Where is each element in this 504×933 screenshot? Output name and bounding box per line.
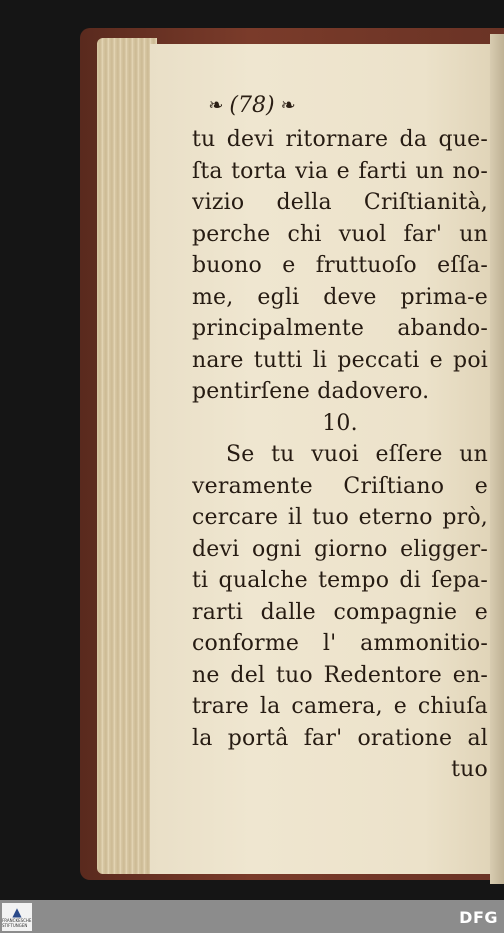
text-line: cercare il tuo eterno prò, [192, 505, 488, 530]
text-line: veramente Criſtiano e [192, 473, 488, 499]
dfg-logo[interactable]: DFG [459, 907, 498, 927]
text-line: nare tutti li peccati e poi [192, 347, 488, 373]
page-edges [97, 38, 157, 874]
text-line: rarti dalle compagnie e [192, 599, 488, 625]
text-line: Se tu vuoi eſſere un [226, 442, 488, 467]
section-number: 10. [322, 410, 358, 436]
page-header [0, 90, 504, 120]
viewer-footer [0, 900, 504, 933]
text-line: ne del tuo Redentore en- [192, 662, 488, 688]
catchword: tuo [451, 757, 488, 782]
text-line: tu devi ritornare da que- [192, 127, 488, 152]
text-line: pentirſene dadovero. [192, 379, 430, 404]
institution-logo[interactable] [2, 903, 32, 931]
next-page-edge [490, 34, 504, 884]
text-line: ſta torta via e farti un no- [192, 158, 488, 184]
building-icon: ▲ [12, 905, 22, 919]
page-text [192, 124, 488, 786]
text-line: buono e fruttuoſo eſſa- [192, 253, 488, 278]
ornament-right-icon: ❧ [280, 94, 296, 116]
ornament-left-icon: ❧ [208, 94, 224, 116]
text-line: me, egli deve prima-e [192, 284, 488, 310]
text-line: trare la camera, e chiuſa [192, 694, 488, 719]
text-line: principalmente abando- [192, 316, 488, 341]
logo-text: FRANCKESCHE STIFTUNGEN [2, 918, 32, 928]
text-line: conforme l' ammonitio- [192, 631, 488, 656]
text-line: vizio della Criſtianità, [192, 190, 488, 215]
page-number: (78) [229, 92, 275, 118]
text-line: la portâ far' oratione al [192, 725, 488, 751]
text-line: devi ogni giorno eligger- [192, 536, 488, 562]
text-line: perche chi vuol far' un [192, 221, 488, 247]
text-line: ti qualche tempo di ſepa- [192, 568, 488, 593]
